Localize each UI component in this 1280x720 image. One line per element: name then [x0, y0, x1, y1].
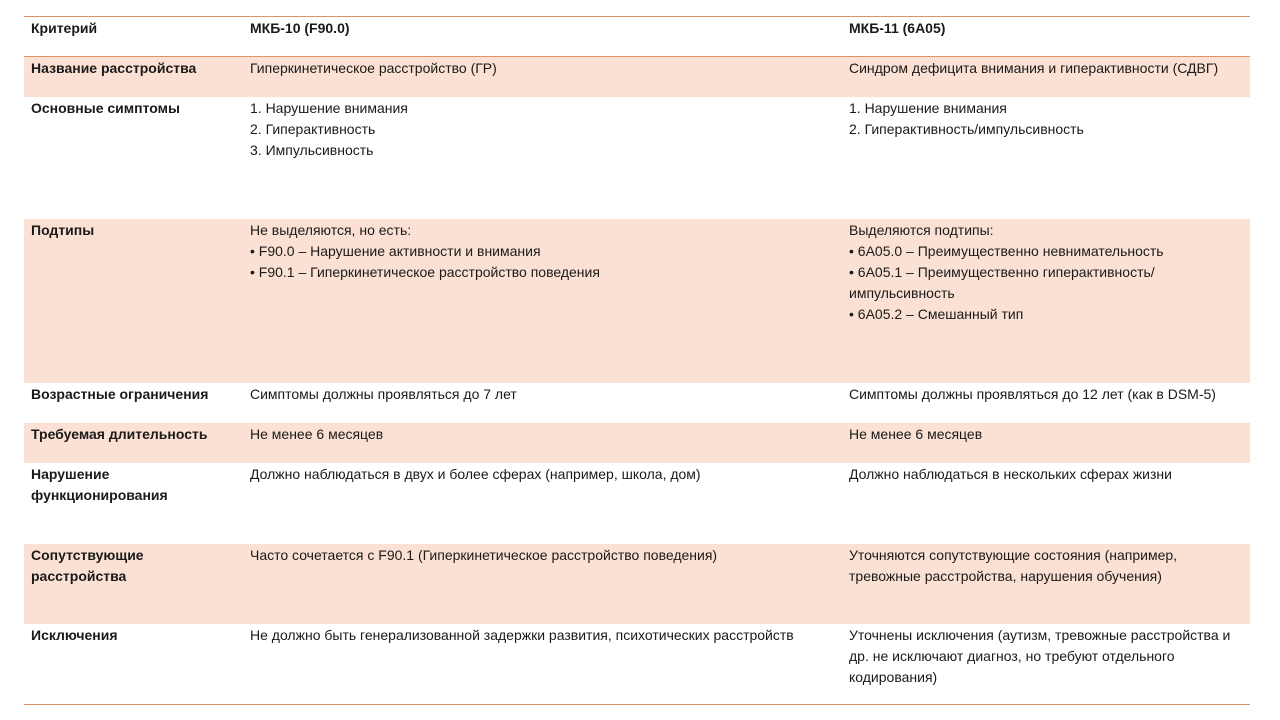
table-row [24, 219, 1250, 383]
criterion-cell: Нарушение функционирования [31, 466, 168, 503]
cell-line: • F90.1 – Гиперкинетическое расстройство поведения [250, 264, 600, 280]
cell-line: Не выделяются, но есть: [250, 222, 412, 238]
icd11-cell [842, 463, 1250, 544]
icd10-cell [243, 423, 842, 463]
table-row [24, 423, 1250, 463]
cell-line: • 6A05.2 – Смешанный тип [849, 306, 1024, 322]
cell-line: Симптомы должны проявляться до 7 лет [250, 386, 517, 402]
cell-line: Выделяются подтипы: [849, 222, 994, 238]
criterion-cell: Требуемая длительность [31, 426, 208, 442]
icd11-cell [842, 624, 1250, 704]
cell-line: Синдром дефицита внимания и гиперактивности (СДВГ) [849, 60, 1219, 76]
criterion-cell: Возрастные ограничения [31, 386, 209, 402]
header-icd10: МКБ-10 (F90.0) [250, 20, 350, 36]
cell-line: Должно наблюдаться в двух и более сферах (например, школа, дом) [250, 466, 701, 482]
icd11-cell [842, 219, 1250, 383]
cell-line: 2. Гиперактивность/импульсивность [849, 121, 1084, 137]
icd10-cell [243, 57, 842, 97]
icd11-cell [842, 383, 1250, 423]
criterion-cell: Сопутствующие расстройства [31, 547, 144, 584]
comparison-table [24, 16, 1250, 705]
icd11-cell [842, 57, 1250, 97]
cell-line: Не менее 6 месяцев [250, 426, 384, 442]
icd11-cell [842, 423, 1250, 463]
icd10-cell [243, 97, 842, 219]
icd10-cell [243, 544, 842, 624]
cell-line: 2. Гиперактивность [250, 121, 376, 137]
cell-line: Уточняются сопутствующие состояния (например, тревожные расстройства, нарушения обучения) [849, 547, 1178, 584]
criterion-cell: Подтипы [31, 222, 95, 238]
criterion-cell: Исключения [31, 627, 118, 643]
icd10-cell [243, 383, 842, 423]
table-row [24, 97, 1250, 219]
table-row [24, 544, 1250, 624]
icd11-cell [842, 544, 1250, 624]
icd10-cell [243, 219, 842, 383]
cell-line: 3. Импульсивность [250, 142, 374, 158]
cell-line: • 6A05.0 – Преимущественно невнимательность [849, 243, 1164, 259]
table-row [24, 383, 1250, 423]
criterion-cell: Основные симптомы [31, 100, 180, 116]
criterion-cell: Название расстройства [31, 60, 197, 76]
header-icd11: МКБ-11 (6A05) [849, 20, 946, 36]
cell-line: Не менее 6 месяцев [849, 426, 983, 442]
cell-line: Уточнены исключения (аутизм, тревожные расстройства и др. не исключают диагноз, но требуют отдельного кодирования) [849, 627, 1231, 685]
cell-line: Часто сочетается с F90.1 (Гиперкинетическое расстройство поведения) [250, 547, 718, 563]
cell-line: • F90.0 – Нарушение активности и внимания [250, 243, 541, 259]
cell-line: 1. Нарушение внимания [250, 100, 408, 116]
table-row [24, 463, 1250, 544]
cell-line: Гиперкинетическое расстройство (ГР) [250, 60, 497, 76]
table-row [24, 57, 1250, 97]
cell-line: Не должно быть генерализованной задержки развития, психотических расстройств [250, 627, 794, 643]
icd10-cell [243, 624, 842, 704]
cell-line: Должно наблюдаться в нескольких сферах жизни [849, 466, 1172, 482]
cell-line: 1. Нарушение внимания [849, 100, 1007, 116]
cell-line: Симптомы должны проявляться до 12 лет (как в DSM-5) [849, 386, 1216, 402]
table-header-row [24, 17, 1250, 57]
header-criterion: Критерий [31, 20, 98, 36]
icd10-cell [243, 463, 842, 544]
icd11-cell [842, 97, 1250, 219]
table-row [24, 624, 1250, 704]
cell-line: • 6A05.1 – Преимущественно гиперактивность/импульсивность [849, 264, 1155, 301]
